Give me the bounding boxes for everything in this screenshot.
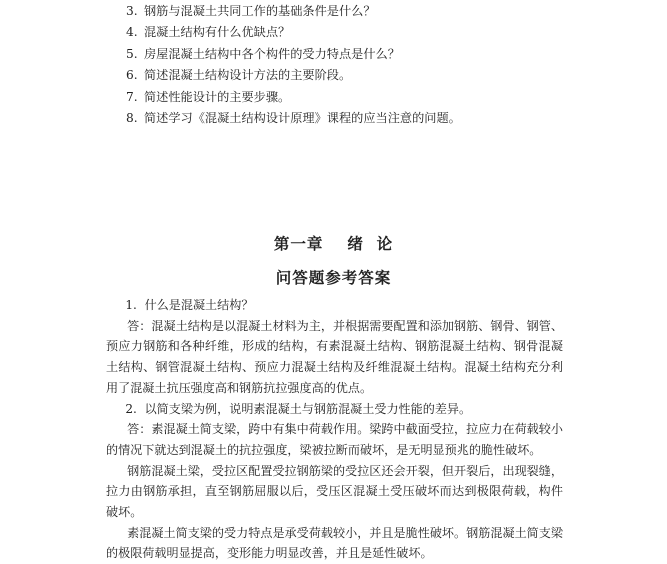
- question-heading: 2. 以简支梁为例，说明素混凝土与钢筋混凝土受力性能的差异。: [125, 401, 472, 416]
- list-item-text: 简述混凝土结构设计方法的主要阶段。: [144, 68, 352, 83]
- list-item-text: 简述学习《混凝土结构设计原理》课程的应当注意的问题。: [144, 110, 461, 125]
- list-item-number: 6.: [126, 68, 138, 83]
- list-item-number: 5.: [126, 46, 138, 61]
- list-item: [126, 108, 626, 129]
- list-item-text: 简述性能设计的主要步骤。: [144, 89, 291, 104]
- list-item-text: 混凝土结构有什么优缺点？: [144, 25, 291, 40]
- answer-paragraph: 素混凝土简支梁的受力特点是承受荷载较小，并且是脆性破坏。钢筋混凝土简支梁的极限荷载明显提高，变形能力明显改善，并且是延性破坏。: [106, 525, 563, 561]
- answer-paragraph: 答：素混凝土简支梁，跨中有集中荷载作用。梁跨中截面受拉，拉应力在荷载较小的情况下就达到混凝土的抗拉强度，梁被拉断而破坏，是无明显预兆的脆性破坏。: [106, 422, 563, 457]
- list-item-number: 8.: [126, 110, 138, 125]
- chapter-title: [0, 232, 667, 254]
- chapter-label: 第一章: [273, 235, 324, 253]
- answer-body: [106, 295, 563, 564]
- list-item-text: 房屋混凝土结构中各个构件的受力特点是什么？: [144, 46, 400, 61]
- answer-paragraph: 答：混凝土结构是以混凝土材料为主，并根据需要配置和添加钢筋、钢骨、钢管、预应力钢筋和各种纤维，形成的结构，有素混凝土结构、钢筋混凝土结构、钢骨混凝土结构、钢管混凝土结构、预应力混凝土结构及纤维混凝土结构。混凝土结构充分利用了混凝土抗压强度高和钢筋抗拉强度高的优点。: [106, 318, 563, 395]
- list-item-number: 3.: [126, 4, 138, 18]
- list-item-number: 7.: [126, 89, 138, 104]
- answer-paragraph: 钢筋混凝土梁，受拉区配置受拉钢筋梁的受拉区还会开裂，但开裂后，出现裂缝，拉力由钢筋承担，直至钢筋屈服以后，受压区混凝土受压破坏而达到极限荷载，构件破坏。: [106, 463, 563, 520]
- chapter-name: 绪 论: [347, 235, 394, 253]
- list-item: [126, 22, 626, 43]
- list-item: [126, 65, 626, 86]
- list-item-number: 4.: [126, 25, 138, 40]
- question-heading: 1. 什么是混凝土结构？: [125, 298, 254, 312]
- question-list: [126, 1, 626, 129]
- list-item: [126, 1, 626, 22]
- section-title: 问答题参考答案: [275, 269, 392, 287]
- list-item: [126, 87, 626, 108]
- list-item-text: 钢筋与混凝土共同工作的基础条件是什么？: [144, 4, 376, 18]
- list-item: [126, 44, 626, 65]
